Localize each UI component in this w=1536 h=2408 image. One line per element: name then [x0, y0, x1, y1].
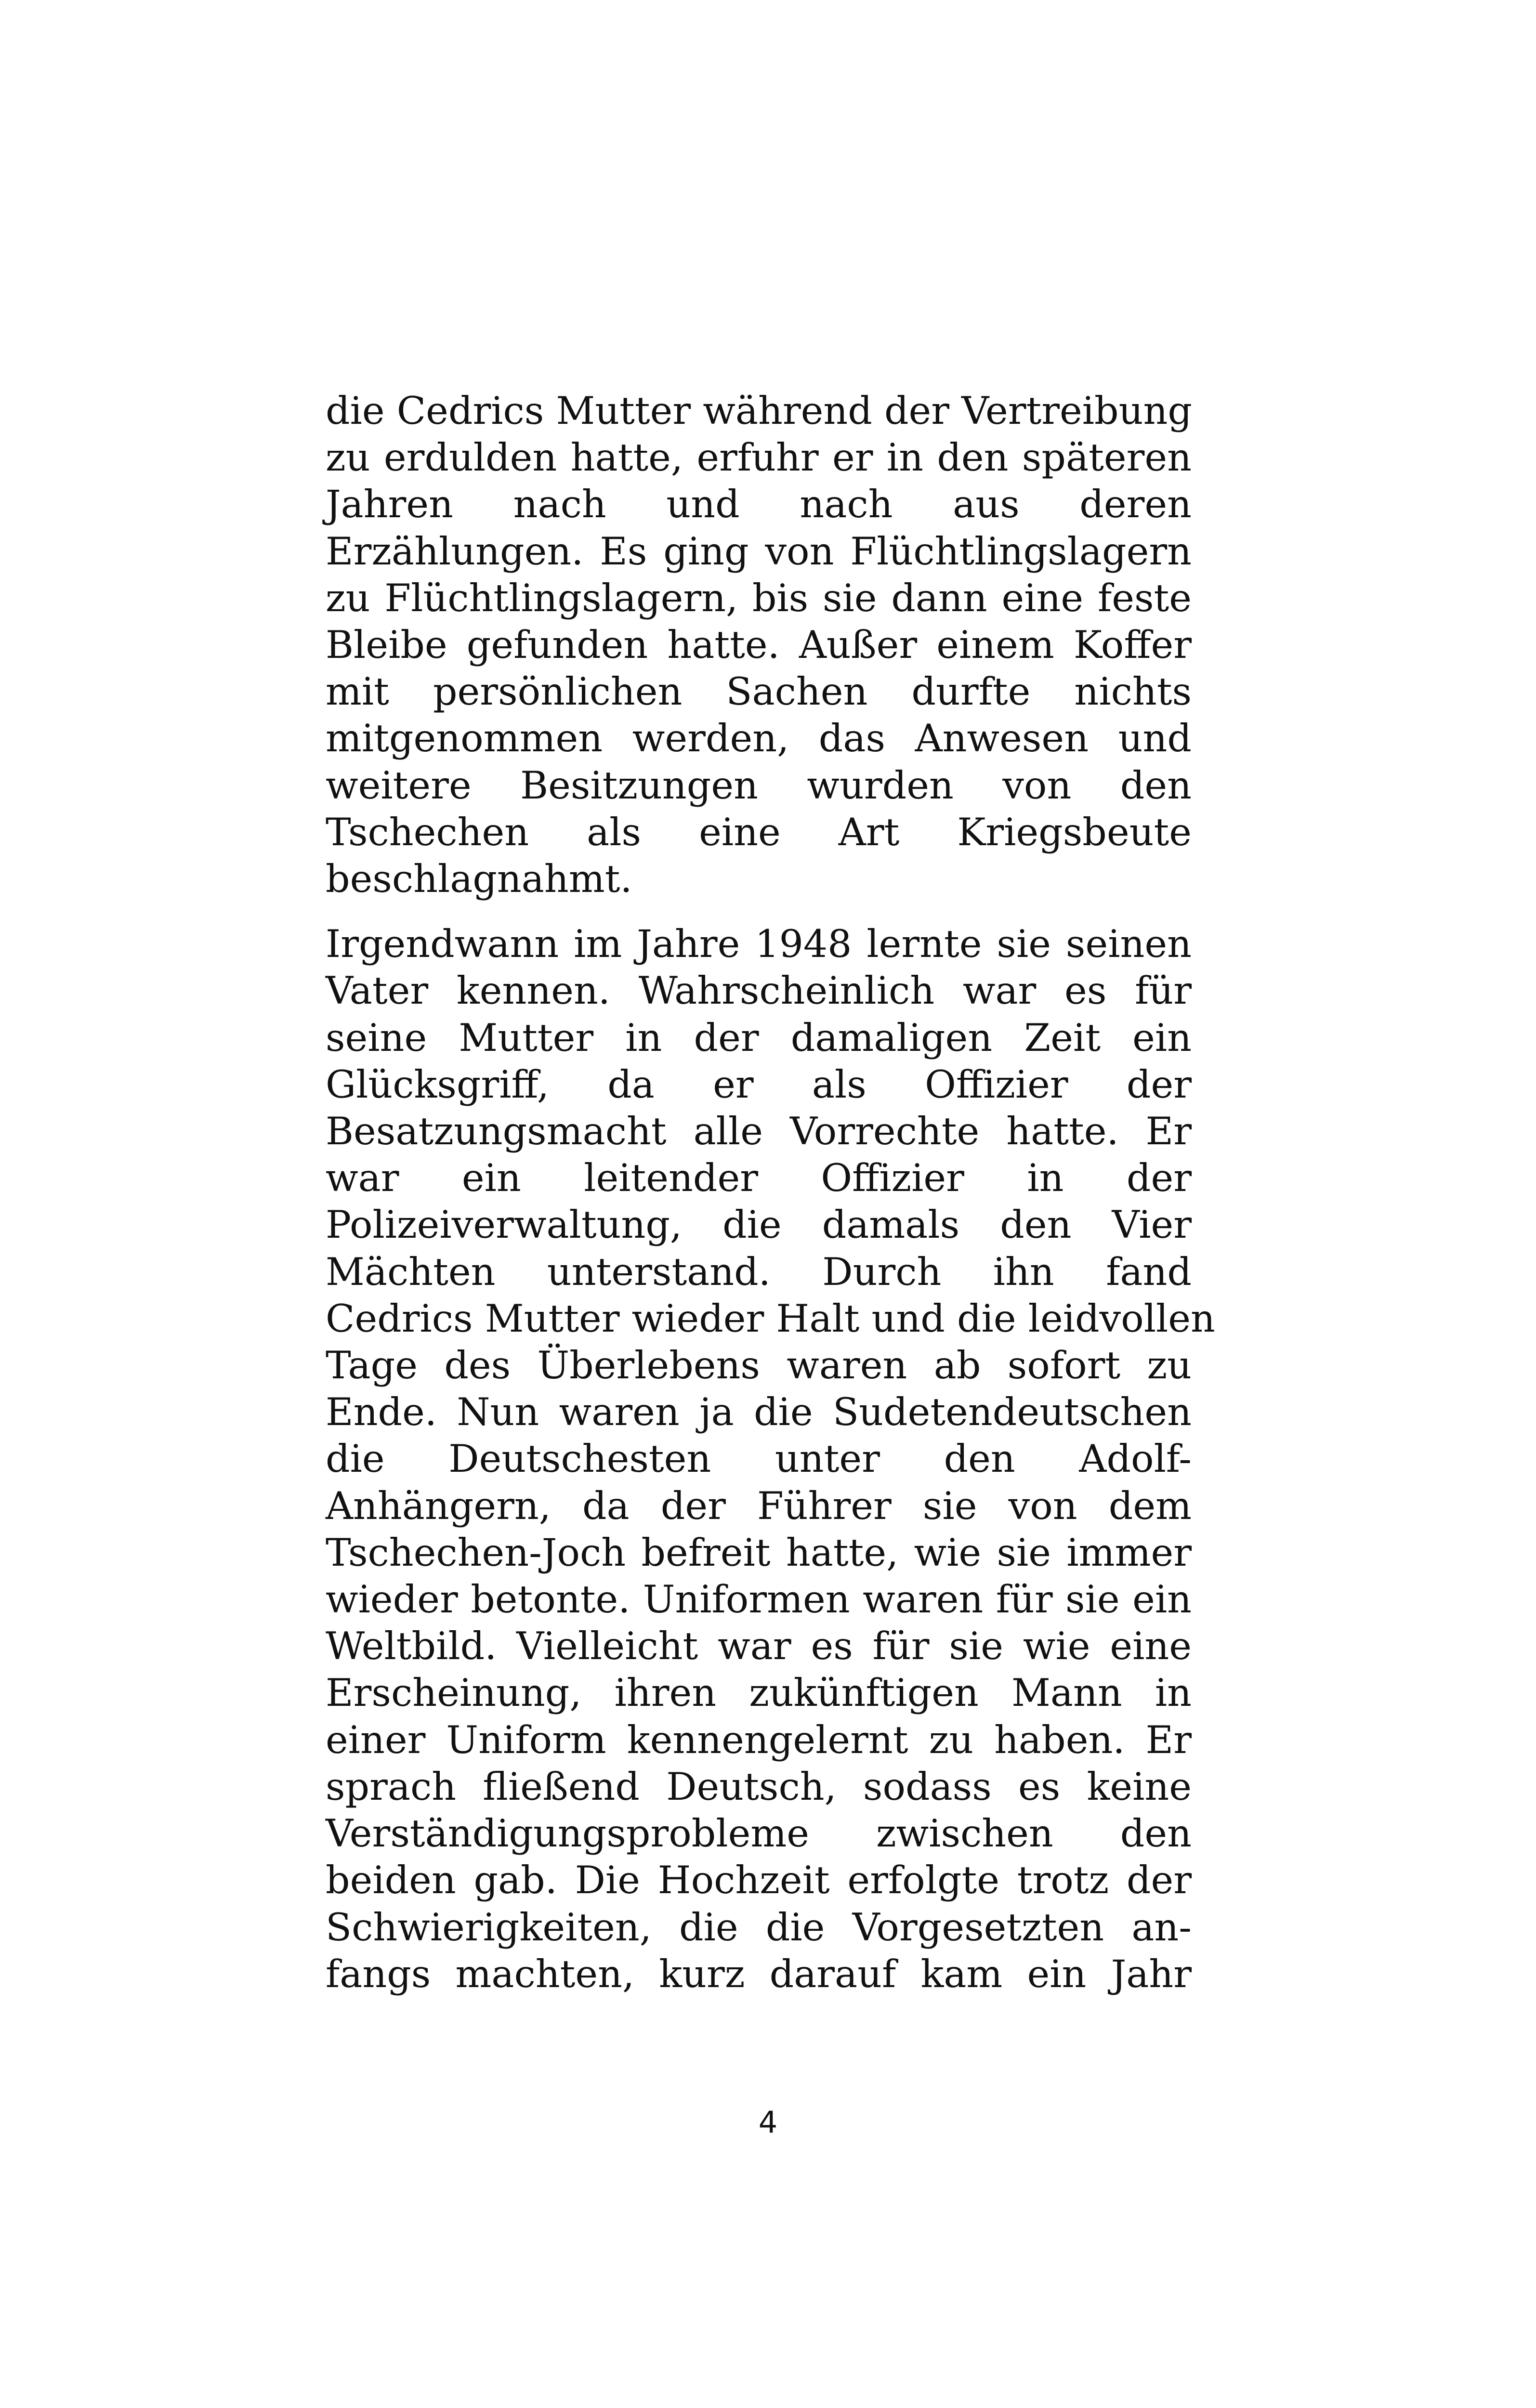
text-line: Erzählungen. Es ging von Flüchtlingslagern [326, 529, 1192, 574]
text-line: fangs machten, kurz darauf kam ein Jahr [326, 1951, 1192, 1996]
paragraph-1 [326, 388, 1192, 903]
text-line: mitgenommen werden, das Anwesen und [326, 716, 1192, 761]
text-line: weitere Besitzungen wurden von den [326, 763, 1192, 808]
text-line: Cedrics Mutter wieder Halt und die leidvollen [326, 1296, 1215, 1341]
text-line: Anhängern, da der Führer sie von dem [326, 1483, 1192, 1528]
text-line: die Cedrics Mutter während der Vertreibung [326, 389, 1192, 433]
text-line: beschlagnahmt. [326, 857, 632, 902]
text-line: sprach fließend Deutsch, sodass es keine [326, 1764, 1192, 1809]
text-line: Mächten unterstand. Durch ihn fand [326, 1249, 1192, 1294]
text-line: Jahren nach und nach aus deren [326, 482, 1192, 527]
text-line: mit persönlichen Sachen durfte nichts [326, 669, 1192, 714]
body-text [326, 388, 1215, 2016]
text-line: Weltbild. Vielleicht war es für sie wie eine [326, 1624, 1192, 1669]
text-line: Irgendwann im Jahre 1948 lernte sie seinen [326, 922, 1192, 967]
page-number: 4 [758, 2105, 778, 2140]
text-line: war ein leitender Offizier in der [326, 1156, 1192, 1201]
text-line: einer Uniform kennengelernt zu haben. Er [326, 1717, 1192, 1762]
text-line: Polizeiverwaltung, die damals den Vier [326, 1203, 1192, 1247]
text-line: Tage des Überlebens waren ab sofort zu [326, 1343, 1192, 1388]
paragraph-2 [326, 921, 1215, 1998]
text-line: wieder betonte. Uniformen waren für sie ein [326, 1577, 1192, 1622]
text-line: Besatzungsmacht alle Vorrechte hatte. Er [326, 1109, 1192, 1154]
text-line: Bleibe gefunden hatte. Außer einem Koffer [326, 623, 1192, 667]
text-line: beiden gab. Die Hochzeit erfolgte trotz der [326, 1858, 1192, 1903]
text-line: Tschechen als eine Art Kriegsbeute [326, 810, 1192, 854]
text-line: zu Flüchtlingslagern, bis sie dann eine feste [326, 576, 1192, 620]
text-line: zu erdulden hatte, erfuhr er in den späteren [326, 435, 1192, 480]
text-line: Verständigungsprobleme zwischen den [326, 1811, 1192, 1856]
text-line: Tschechen-Joch befreit hatte, wie sie immer [326, 1530, 1192, 1575]
text-line: Glücksgriff, da er als Offizier der [326, 1062, 1192, 1107]
text-line: seine Mutter in der damaligen Zeit ein [326, 1015, 1192, 1060]
text-line: Erscheinung, ihren zukünftigen Mann in [326, 1671, 1192, 1715]
text-line: die Deutschesten unter den Adolf- [326, 1437, 1192, 1481]
text-line: Ende. Nun waren ja die Sudetendeutschen [326, 1390, 1192, 1435]
text-line: Schwierigkeiten, die die Vorgesetzten an- [326, 1905, 1192, 1950]
text-line: Vater kennen. Wahrscheinlich war es für [326, 968, 1192, 1013]
